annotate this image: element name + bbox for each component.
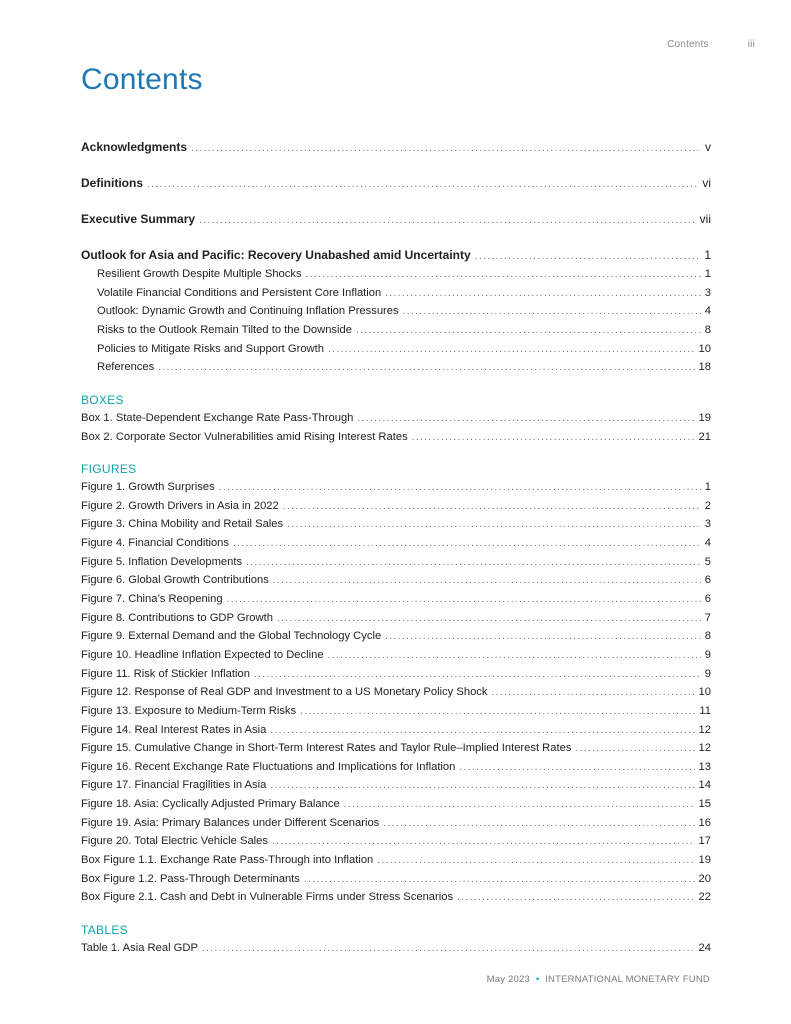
dot-leader	[357, 410, 694, 429]
toc-entry-figure[interactable]	[81, 609, 711, 628]
toc-entry-title: Figure 2. Growth Drivers in Asia in 2022	[81, 499, 279, 512]
toc-entry-page: 6	[704, 574, 711, 587]
dot-leader	[191, 140, 701, 159]
dot-leader	[491, 684, 694, 703]
page-footer	[487, 974, 710, 985]
toc-entry-page: vi	[702, 176, 711, 191]
dot-leader	[412, 429, 695, 448]
toc-entry-title: Figure 6. Global Growth Contributions	[81, 574, 269, 587]
toc-entry-title: Policies to Mitigate Risks and Support Growth	[97, 342, 324, 355]
toc-entry-title: Figure 18. Asia: Cyclically Adjusted Primary Balance	[81, 798, 340, 811]
toc-entry-title: Figure 5. Inflation Developments	[81, 555, 243, 568]
footer-separator: •	[535, 974, 540, 985]
toc-entry-page: 14	[698, 779, 711, 792]
toc-entry-title: Figure 7. China’s Reopening	[81, 593, 223, 606]
toc-entry-figure[interactable]	[81, 702, 711, 721]
toc-entry-title: Volatile Financial Conditions and Persistent Core Inflation	[97, 286, 382, 299]
running-title: Contents	[667, 39, 709, 50]
toc-entry-figure[interactable]	[81, 721, 711, 740]
toc-entry-figure[interactable]	[81, 776, 711, 795]
toc-entry-title: Figure 9. External Demand and the Global Technology Cycle	[81, 630, 382, 643]
dot-leader	[300, 703, 695, 722]
toc-entry-title: Resilient Growth Despite Multiple Shocks	[97, 268, 302, 281]
toc-entry-title: References	[97, 361, 155, 374]
dot-leader	[356, 322, 701, 341]
toc-entry-figure[interactable]	[81, 683, 711, 702]
toc-entry-title: Figure 11. Risk of Stickier Inflation	[81, 667, 250, 680]
toc-entry-title: Box Figure 1.1. Exchange Rate Pass-Through into Inflation	[81, 854, 374, 866]
toc-entry-title: Figure 4. Financial Conditions	[81, 537, 229, 550]
toc-entry-figure[interactable]	[81, 497, 711, 516]
toc-entry-title: Box 2. Corporate Sector Vulnerabilities amid Rising Interest Rates	[81, 430, 408, 443]
section-heading-boxes: BOXES	[81, 392, 124, 407]
dot-leader	[202, 940, 695, 959]
toc-entry-figure[interactable]	[81, 758, 711, 777]
dot-leader	[199, 212, 696, 231]
toc-entry-figure[interactable]	[81, 851, 711, 870]
toc-entry-page: 15	[698, 798, 711, 811]
toc-entry-box[interactable]	[81, 409, 711, 428]
toc-entry-page: 12	[698, 742, 711, 755]
section-heading-tables: TABLES	[81, 922, 128, 937]
page-title: Contents	[81, 63, 203, 96]
dot-leader	[270, 722, 694, 741]
toc-entry-page: 19	[698, 854, 711, 866]
section-heading-figures: FIGURES	[81, 462, 137, 477]
running-header	[667, 39, 755, 50]
toc-entry-title: Figure 17. Financial Fragilities in Asia	[81, 779, 267, 792]
toc-entry-title: Risks to the Outlook Remain Tilted to the Downside	[97, 323, 352, 336]
toc-entry-title: Figure 12. Response of Real GDP and Investment to a US Monetary Policy Shock	[81, 686, 488, 699]
toc-entry-figure[interactable]	[81, 646, 711, 665]
toc-entry-page: 6	[704, 593, 711, 606]
dot-leader	[283, 498, 701, 517]
toc-entry-figure[interactable]	[81, 888, 711, 907]
dot-leader	[385, 285, 701, 304]
dot-leader	[254, 666, 701, 685]
dot-leader	[385, 628, 701, 647]
toc-entry-page: 7	[704, 611, 711, 624]
toc-entry-title: Figure 16. Recent Exchange Rate Fluctuations and Implications for Inflation	[81, 760, 456, 773]
toc-entry-title: Outlook for Asia and Pacific: Recovery Unabashed amid Uncertainty	[81, 248, 471, 263]
dot-leader	[377, 852, 694, 871]
toc-entry-page: 1	[704, 248, 711, 263]
dot-leader	[403, 303, 701, 322]
dot-leader	[273, 572, 701, 591]
dot-leader	[475, 248, 701, 267]
dot-leader	[304, 871, 695, 890]
toc-entry-page: vii	[699, 212, 711, 227]
toc-entry-figure[interactable]	[81, 553, 711, 572]
dot-leader	[219, 479, 701, 498]
dot-leader	[147, 176, 698, 195]
toc-entry-page: 8	[704, 630, 711, 643]
toc-entry-figure[interactable]	[81, 832, 711, 851]
toc-entry-figure[interactable]	[81, 627, 711, 646]
toc-entry-page: v	[705, 140, 711, 154]
toc-entry-page: 11	[699, 704, 711, 717]
toc-entry-figure[interactable]	[81, 534, 711, 553]
toc-entry-table[interactable]	[81, 939, 711, 958]
toc-entry-title: Outlook: Dynamic Growth and Continuing Inflation Pressures	[97, 305, 399, 318]
dot-leader	[246, 554, 701, 573]
toc-entry-title: Definitions	[81, 176, 143, 191]
toc-entry-title: Figure 10. Headline Inflation Expected to Decline	[81, 648, 324, 661]
toc-entry-title: Figure 14. Real Interest Rates in Asia	[81, 723, 267, 736]
dot-leader	[457, 889, 694, 908]
dot-leader	[272, 833, 695, 852]
dot-leader	[328, 341, 695, 360]
toc-entry-page: 18	[698, 361, 711, 374]
toc-entry-page: 20	[698, 872, 711, 885]
toc-entry-section[interactable]	[81, 321, 711, 340]
toc-entry-title: Figure 3. China Mobility and Retail Sales	[81, 518, 284, 531]
toc-entry-page: 8	[704, 323, 711, 336]
toc-entry-title: Figure 20. Total Electric Vehicle Sales	[81, 835, 268, 848]
toc-entry-title: Box Figure 1.2. Pass-Through Determinants	[81, 872, 300, 885]
toc-entry-title: Acknowledgments	[81, 140, 188, 154]
toc-entry-figure[interactable]	[81, 515, 711, 534]
toc-entry-section[interactable]	[81, 340, 711, 359]
toc-entry-figure[interactable]	[81, 590, 711, 609]
toc-entry-section[interactable]	[81, 358, 711, 377]
toc-entry-title: Box Figure 2.1. Cash and Debt in Vulnerable Firms under Stress Scenarios	[81, 891, 454, 904]
toc-entry-title: Figure 8. Contributions to GDP Growth	[81, 611, 273, 624]
toc-entry-page: 17	[698, 835, 711, 848]
dot-leader	[158, 359, 694, 378]
toc-entry-page: 9	[704, 648, 711, 661]
toc-entry-page: 21	[698, 430, 711, 443]
dot-leader	[270, 777, 694, 796]
page-number: iii	[747, 39, 755, 50]
toc-entry-page: 24	[698, 941, 711, 954]
toc-entry-title: Figure 19. Asia: Primary Balances under Different Scenarios	[81, 816, 380, 829]
dot-leader	[344, 796, 695, 815]
toc-entry-figure[interactable]	[81, 571, 711, 590]
toc-entry-executive-summary[interactable]	[81, 210, 711, 229]
toc-entry-page: 1	[704, 268, 711, 281]
toc-entry-page: 10	[698, 686, 711, 699]
toc-entry-page: 13	[698, 760, 711, 773]
toc-entry-figure[interactable]	[81, 814, 711, 833]
dot-leader	[287, 516, 701, 535]
toc-entry-page: 10	[698, 342, 711, 355]
dot-leader	[328, 647, 701, 666]
toc-entry-figure[interactable]	[81, 478, 711, 497]
toc-entry-page: 9	[704, 667, 711, 680]
dot-leader	[227, 591, 701, 610]
dot-leader	[233, 535, 701, 554]
toc-entry-title: Box 1. State-Dependent Exchange Rate Pass-Through	[81, 411, 354, 424]
footer-date: May 2023	[486, 974, 530, 985]
toc-entry-page: 12	[698, 723, 711, 736]
toc-entry-chapter[interactable]	[81, 246, 711, 265]
toc-entry-page: 1	[704, 481, 711, 494]
toc-entry-page: 4	[704, 537, 711, 550]
toc-entry-title: Executive Summary	[81, 212, 196, 227]
toc-entry-section[interactable]	[81, 284, 711, 303]
toc-entry-title: Figure 13. Exposure to Medium-Term Risks	[81, 704, 297, 717]
toc-entry-section[interactable]	[81, 302, 711, 321]
toc-entry-page: 22	[698, 891, 711, 904]
toc-entry-page: 19	[698, 411, 711, 424]
toc-entry-title: Table 1. Asia Real GDP	[81, 941, 198, 954]
toc-entry-acknowledgments[interactable]	[81, 138, 711, 157]
toc-entry-page: 16	[698, 816, 711, 829]
table-of-contents	[81, 138, 711, 958]
dot-leader	[383, 815, 694, 834]
dot-leader	[306, 266, 701, 285]
toc-entry-page: 3	[704, 518, 711, 531]
toc-entry-page: 5	[704, 555, 711, 568]
dot-leader	[575, 740, 694, 759]
toc-entry-page: 2	[704, 499, 711, 512]
dot-leader	[277, 610, 701, 629]
toc-entry-title: Figure 1. Growth Surprises	[81, 481, 215, 494]
toc-entry-page: 3	[704, 286, 711, 299]
toc-entry-title: Figure 15. Cumulative Change in Short-Term Interest Rates and Taylor Rule–Implied Interest Rates	[81, 742, 572, 755]
toc-entry-figure[interactable]	[81, 870, 711, 889]
toc-entry-figure[interactable]	[81, 795, 711, 814]
toc-entry-figure[interactable]	[81, 739, 711, 758]
dot-leader	[459, 759, 694, 778]
toc-entry-figure[interactable]	[81, 665, 711, 684]
toc-entry-page: 4	[704, 305, 711, 318]
toc-entry-definitions[interactable]	[81, 174, 711, 193]
toc-entry-box[interactable]	[81, 428, 711, 447]
footer-organization: INTERNATIONAL MONETARY FUND	[545, 974, 710, 985]
toc-entry-section[interactable]	[81, 265, 711, 284]
